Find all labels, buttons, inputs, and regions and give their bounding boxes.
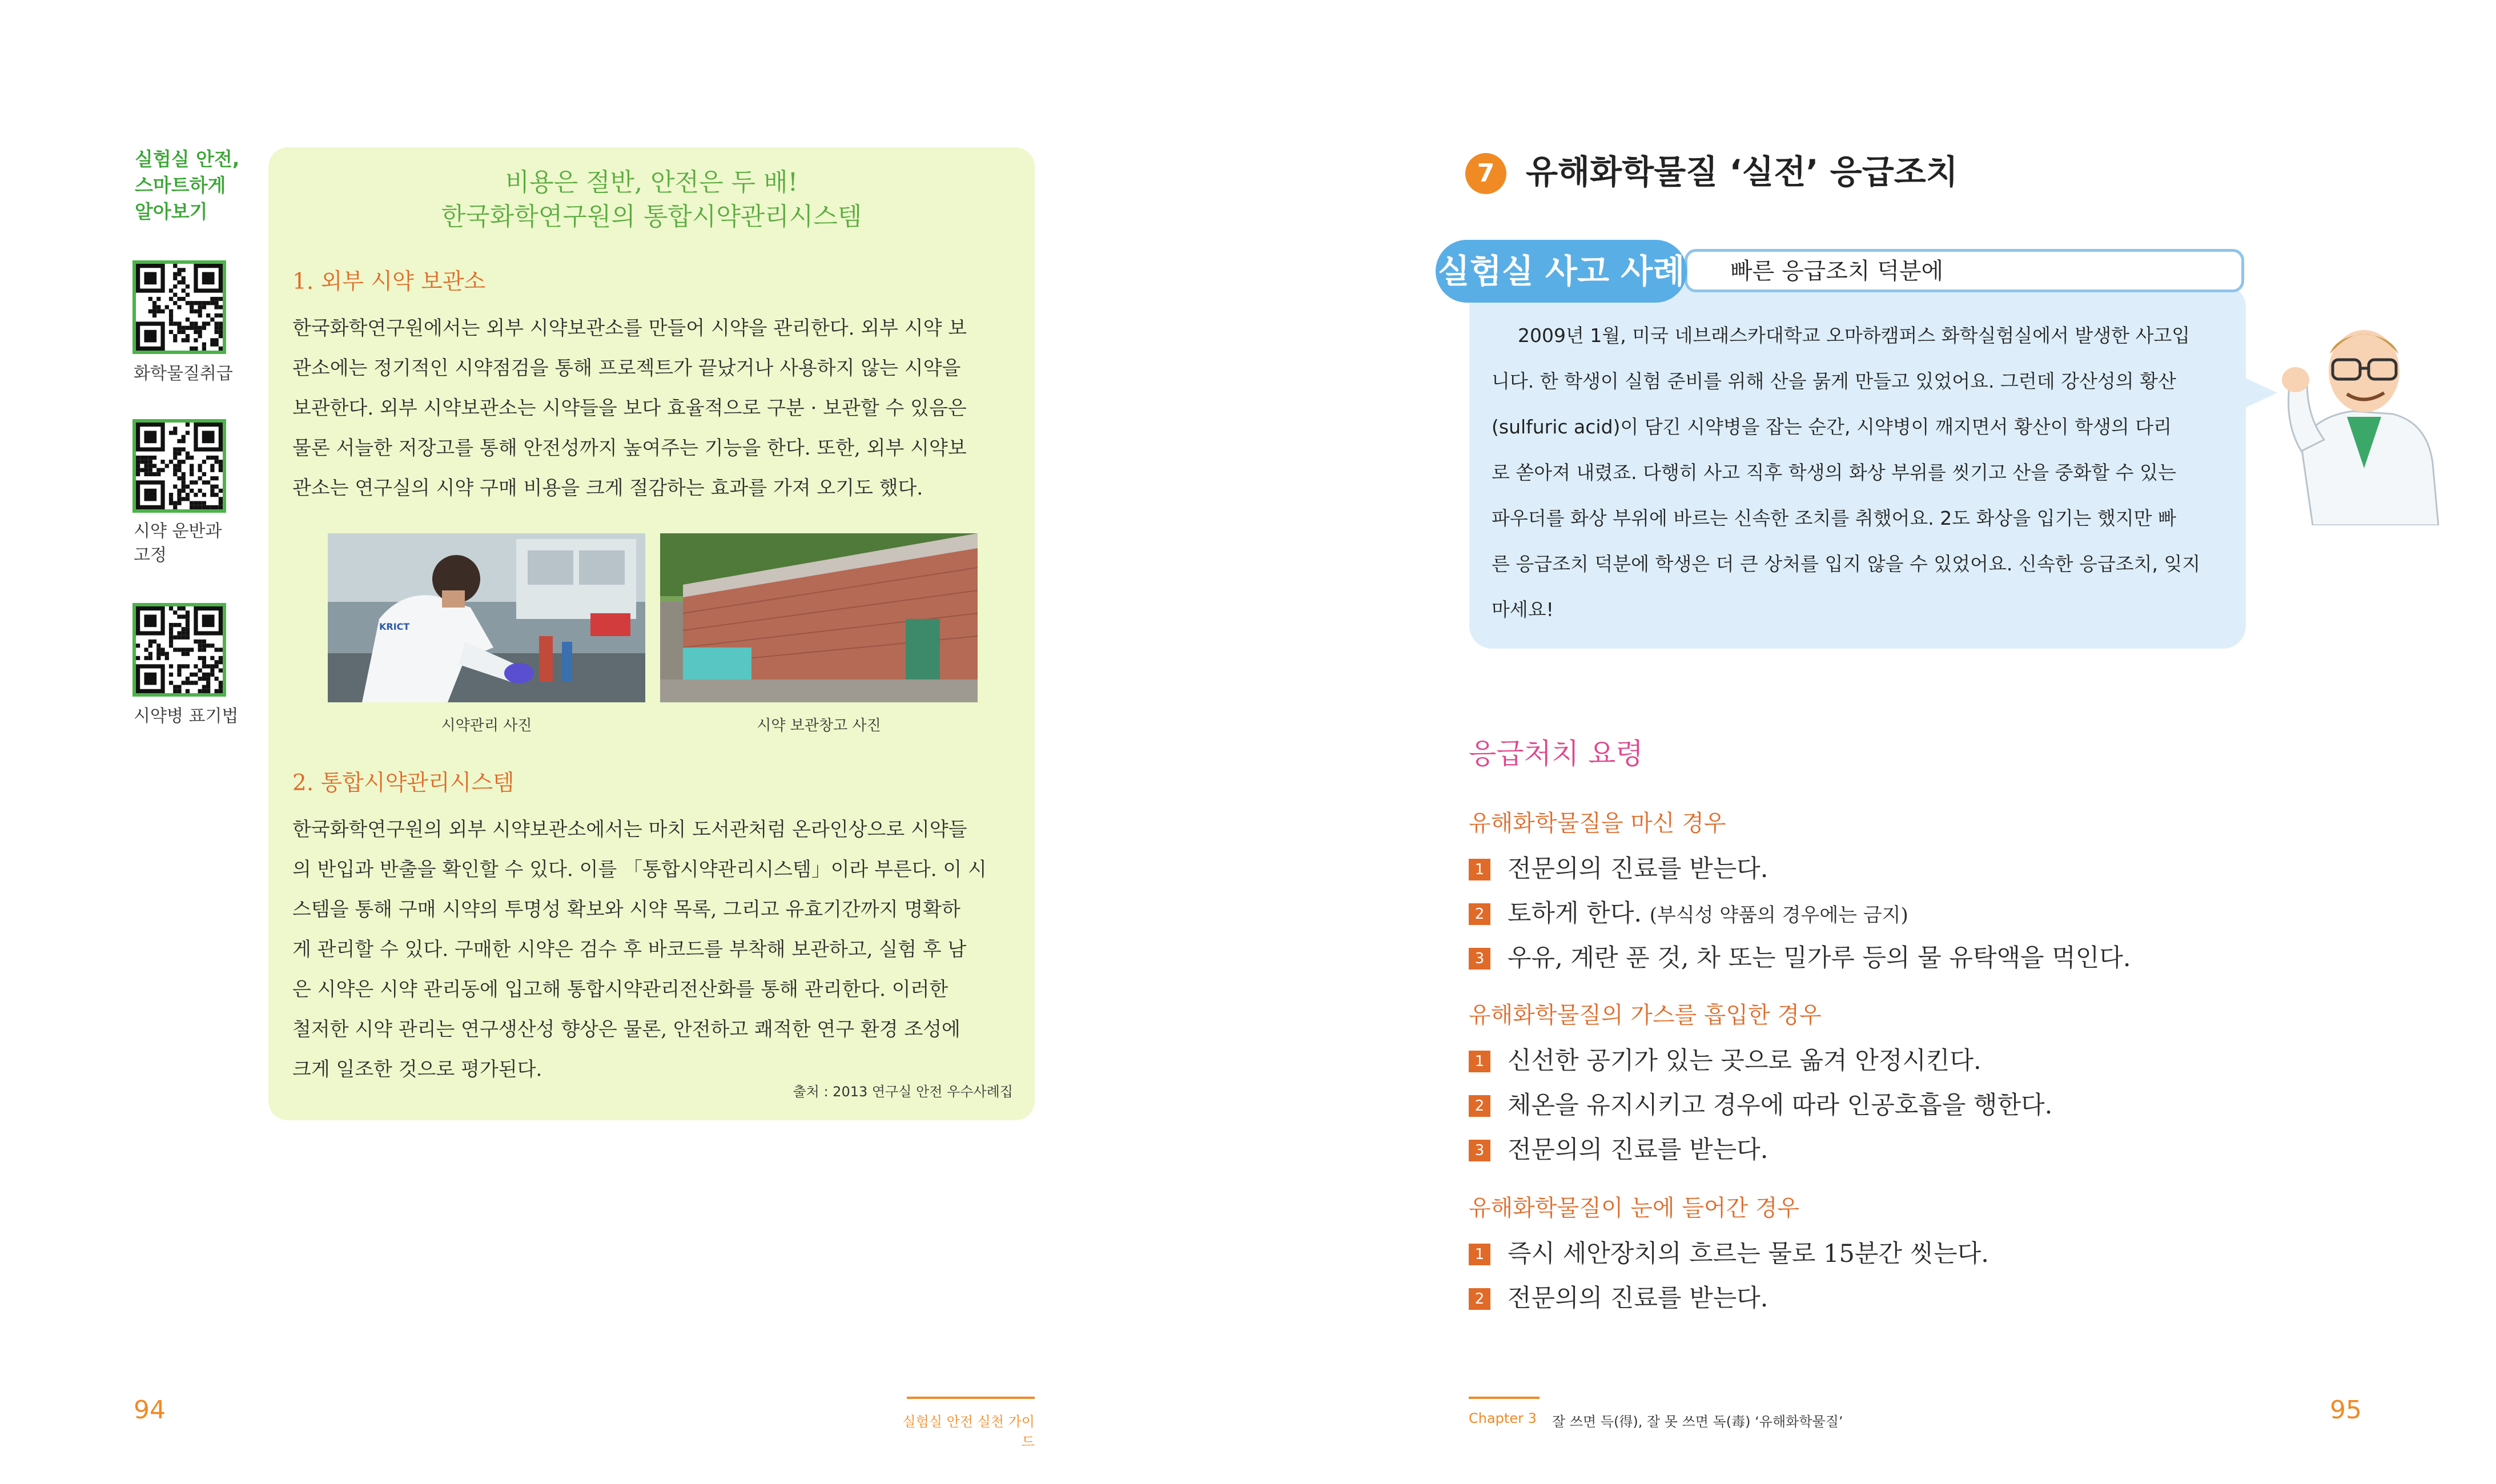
case-line: (sulfuric acid)이 담긴 시약병을 잡는 순간, 시약병이 깨지면서 황산이 학생의 다리 [1492,416,2172,438]
item-text: 전문의의 진료를 받는다. [1508,855,1768,883]
item-text-main: 토하게 한다. [1508,899,1642,928]
section-number-badge: 7 [1465,153,1506,194]
qr-code-icon[interactable] [132,603,226,697]
body-line: 의 반입과 반출을 확인할 수 있다. 이를 「통합시약관리시스템」이라 부른다. 이 시 [292,858,987,881]
footer-rule [1469,1397,1540,1399]
case-line: 마세요! [1492,598,1554,621]
page-number: 94 [134,1395,166,1425]
group-title: 유해화학물질의 가스를 흡입한 경우 [1469,1002,1822,1028]
qr-code-icon[interactable] [132,260,226,354]
source-note: 출처 : 2013 연구실 안전 우수사례집 [793,1084,1013,1100]
speech-pointer [2243,377,2277,409]
item-text: 전문의의 진료를 받는다. [1508,1136,1768,1164]
body-line: 한국화학연구원의 외부 시약보관소에서는 마치 도서관처럼 온라인상으로 시약들 [292,818,967,841]
footer-rule [907,1397,1035,1399]
photo-label: KRICT [379,621,410,632]
item-text: 즉시 세안장치의 흐르는 물로 15분간 씻는다. [1508,1240,1989,1268]
lab-photo [328,533,645,702]
qr-caption-line: 화학물질취급 [134,364,233,384]
item-number: 2 [1469,903,1490,925]
sidebar-title-line: 실험실 안전, [135,148,240,170]
body-line: 관소에는 정기적인 시약점검을 통해 프로젝트가 끝났거나 사용하지 않는 시약을 [292,357,961,380]
qr-caption-line: 고정 [134,545,167,565]
qr-caption-line: 시약 운반과 [134,521,222,541]
case-line: 른 응급조치 덕분에 학생은 더 큰 상처를 입지 않을 수 있었어요. 신속한 응급조치, 잊지 [1492,553,2201,575]
body-line: 게 관리할 수 있다. 구매한 시약은 검수 후 바코드를 부착해 보관하고, 실험 후 남 [292,938,967,961]
qr-code-icon[interactable] [132,419,226,513]
running-title: 잘 쓰면 득(得), 잘 못 쓰면 독(毒) ‘유해화학물질’ [1552,1414,1843,1430]
item-text: 우유, 계란 푼 것, 차 또는 밀가루 등의 물 유탁액을 먹인다. [1508,944,2131,972]
item-number: 1 [1469,859,1490,880]
photo-caption: 시약 보관창고 사진 [757,717,881,734]
sidebar-title [135,146,266,225]
group-title: 유해화학물질이 눈에 들어간 경우 [1469,1195,1800,1221]
item-number: 2 [1469,1095,1490,1117]
group-title: 유해화학물질을 마신 경우 [1469,810,1726,836]
item-text: 신선한 공기가 있는 곳으로 옮겨 안정시킨다. [1508,1047,1981,1075]
qr-caption-line: 시약병 표기법 [134,706,239,726]
body-line: 물론 서늘한 저장고를 통해 안전성까지 높여주는 기능을 한다. 또한, 외부 시약보 [292,437,967,460]
item-note: (부식성 약품의 경우에는 금지) [1649,904,1908,927]
qr-caption [134,705,248,729]
item-number: 3 [1469,1140,1490,1161]
box-title-line: 비용은 절반, 안전은 두 배! [505,168,798,197]
item-text: 체온을 유지시키고 경우에 따라 인공호흡을 행한다. [1508,1091,2053,1120]
case-line: 2009년 1월, 미국 네브래스카대학교 오마하캠퍼스 화학실험실에서 발생한 사고입 [1518,324,2190,347]
body-line: 관소는 연구실의 시약 구매 비용을 크게 절감하는 효과를 가져 오기도 했다. [292,477,923,500]
scientist-illustration [2278,320,2450,525]
section1-heading: 1. 외부 시약 보관소 [292,269,486,295]
body-line: 철저한 시약 관리는 연구생산성 향상은 물론, 안전하고 쾌적한 연구 환경 조성에 [292,1018,960,1041]
body-line: 은 시약은 시약 관리동에 입고해 통합시약관리전산화를 통해 관리한다. 이러한 [292,978,948,1001]
case-body [1492,313,2222,633]
case-line: 니다. 한 학생이 실험 준비를 위해 산을 묽게 만들고 있었어요. 그런데 강산성의 황산 [1492,370,2176,392]
case-headline: 빠른 응급조치 덕분에 [1730,258,1944,284]
photo-caption: 시약관리 사진 [441,717,532,734]
item-number: 1 [1469,1244,1490,1265]
case-tag-label: 실험실 사고 사례 [1437,252,1685,291]
item-number: 3 [1469,948,1490,970]
body-line: 보관한다. 외부 시약보관소는 시약들을 보다 효율적으로 구분 · 보관할 수 있음은 [292,397,967,420]
section1-body [292,308,1013,508]
section2-heading: 2. 통합시약관리시스템 [292,770,515,796]
item-text [1508,898,1908,931]
section2-body [292,810,1013,1089]
page-title: 유해화학물질 ‘실전’ 응급조치 [1526,152,1958,191]
sidebar-title-line: 스마트하게 [135,174,226,196]
guide-heading: 응급처치 요령 [1469,737,1643,770]
storage-photo [660,533,978,702]
box-title-line: 한국화학연구원의 통합시약관리시스템 [441,202,862,231]
body-line: 크게 일조한 것으로 평가된다. [292,1058,542,1081]
box-title [268,166,1035,234]
item-number: 2 [1469,1288,1490,1310]
item-number: 1 [1469,1051,1490,1072]
qr-caption [134,362,248,386]
chapter-label: Chapter 3 [1469,1410,1537,1426]
case-line: 파우더를 화상 부위에 바르는 신속한 조치를 취했어요. 2도 화상을 입기는 했지만 빠 [1492,507,2176,529]
running-title: 실험실 안전 실천 가이드 [902,1414,1035,1450]
body-line: 스템을 통해 구매 시약의 투명성 확보와 시약 목록, 그리고 유효기간까지 명확하 [292,898,960,921]
qr-caption [134,520,248,568]
item-text: 전문의의 진료를 받는다. [1508,1284,1768,1313]
case-line: 로 쏟아져 내렸죠. 다행히 사고 직후 학생의 화상 부위를 씻기고 산을 중화할 수 있는 [1492,461,2176,484]
body-line: 한국화학연구원에서는 외부 시약보관소를 만들어 시약을 관리한다. 외부 시약 보 [292,317,967,340]
page-number: 95 [2330,1395,2362,1425]
sidebar-title-line: 알아보기 [135,200,208,223]
